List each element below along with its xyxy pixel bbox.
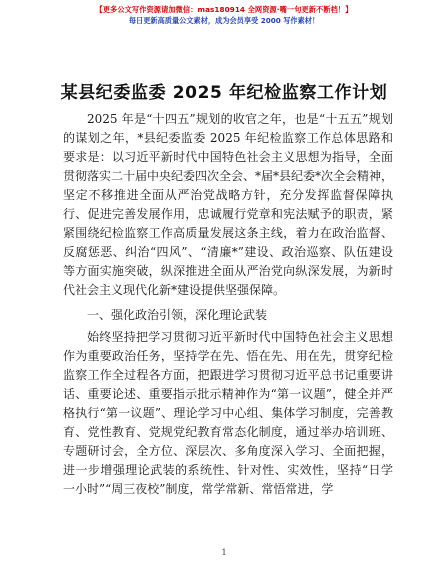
document-title: 某县纪委监委 2025 年纪检监察工作计划 — [60, 83, 388, 103]
document-body — [63, 110, 393, 499]
promo-banner — [0, 4, 448, 26]
promo-banner-line2: 每日更新高质量公文素材，成为会员享受 2000 写作素材！ — [128, 16, 320, 25]
page-number: 1 — [221, 548, 227, 557]
promo-banner-line1: 【更多公文写作资源请加微信：mas180914 全网资源·嘴一句更新不断档！】 — [95, 5, 353, 14]
section-paragraph: 始终坚持把学习贯彻习近平新时代中国特色社会主义思想作为重要政治任务，坚持学在先、悟在先、用在先，贯穿纪检监察工作全过程各方面，把跟进学习贯彻习近平总书记重要讲话、重要论述、重要指示批示精神作为“第一议题”，健全并严格执行“第一议题”、理论学习中心组、集体学习制度，完善教育、党性教育、党规党纪教育常态化制度，通过举办培训班、专题研讨会，全方位、深层次、多角度深入学习、全面把握，进一步增强理论武装的系统性、针对性、实效性，坚持“日学一小时”“周三夜校”制度，常学常新、常悟常进，学 — [63, 330, 393, 496]
intro-paragraph: 2025 年是“十四五”规划的收官之年，也是“十五五”规划的谋划之年，*县纪委监委 2025 年纪检监察工作总体思路和要求是：以习近平新时代中国特色社会主义思想为指导，全面贯彻落实二十届中央纪委四次全会、*届*县纪委*次全会精神，坚定不移推进全面从严治党战略方针，充分发挥监督保障执行、促进完善发展作用，忠诚履行党章和宪法赋予的职责，紧紧围绕纪检监察工作高质量发展这条主线，着力在政治监督、反腐惩恶、纠治“四风”、“清廉*”建设、政治巡察、队伍建设等方面实施突破，纵深推进全面从严治党向纵深发展，为新时代社会主义现代化新*建设提供坚强保障。 — [63, 112, 394, 297]
section-heading: 一、强化政治引领，深化理论武装 — [87, 308, 268, 322]
